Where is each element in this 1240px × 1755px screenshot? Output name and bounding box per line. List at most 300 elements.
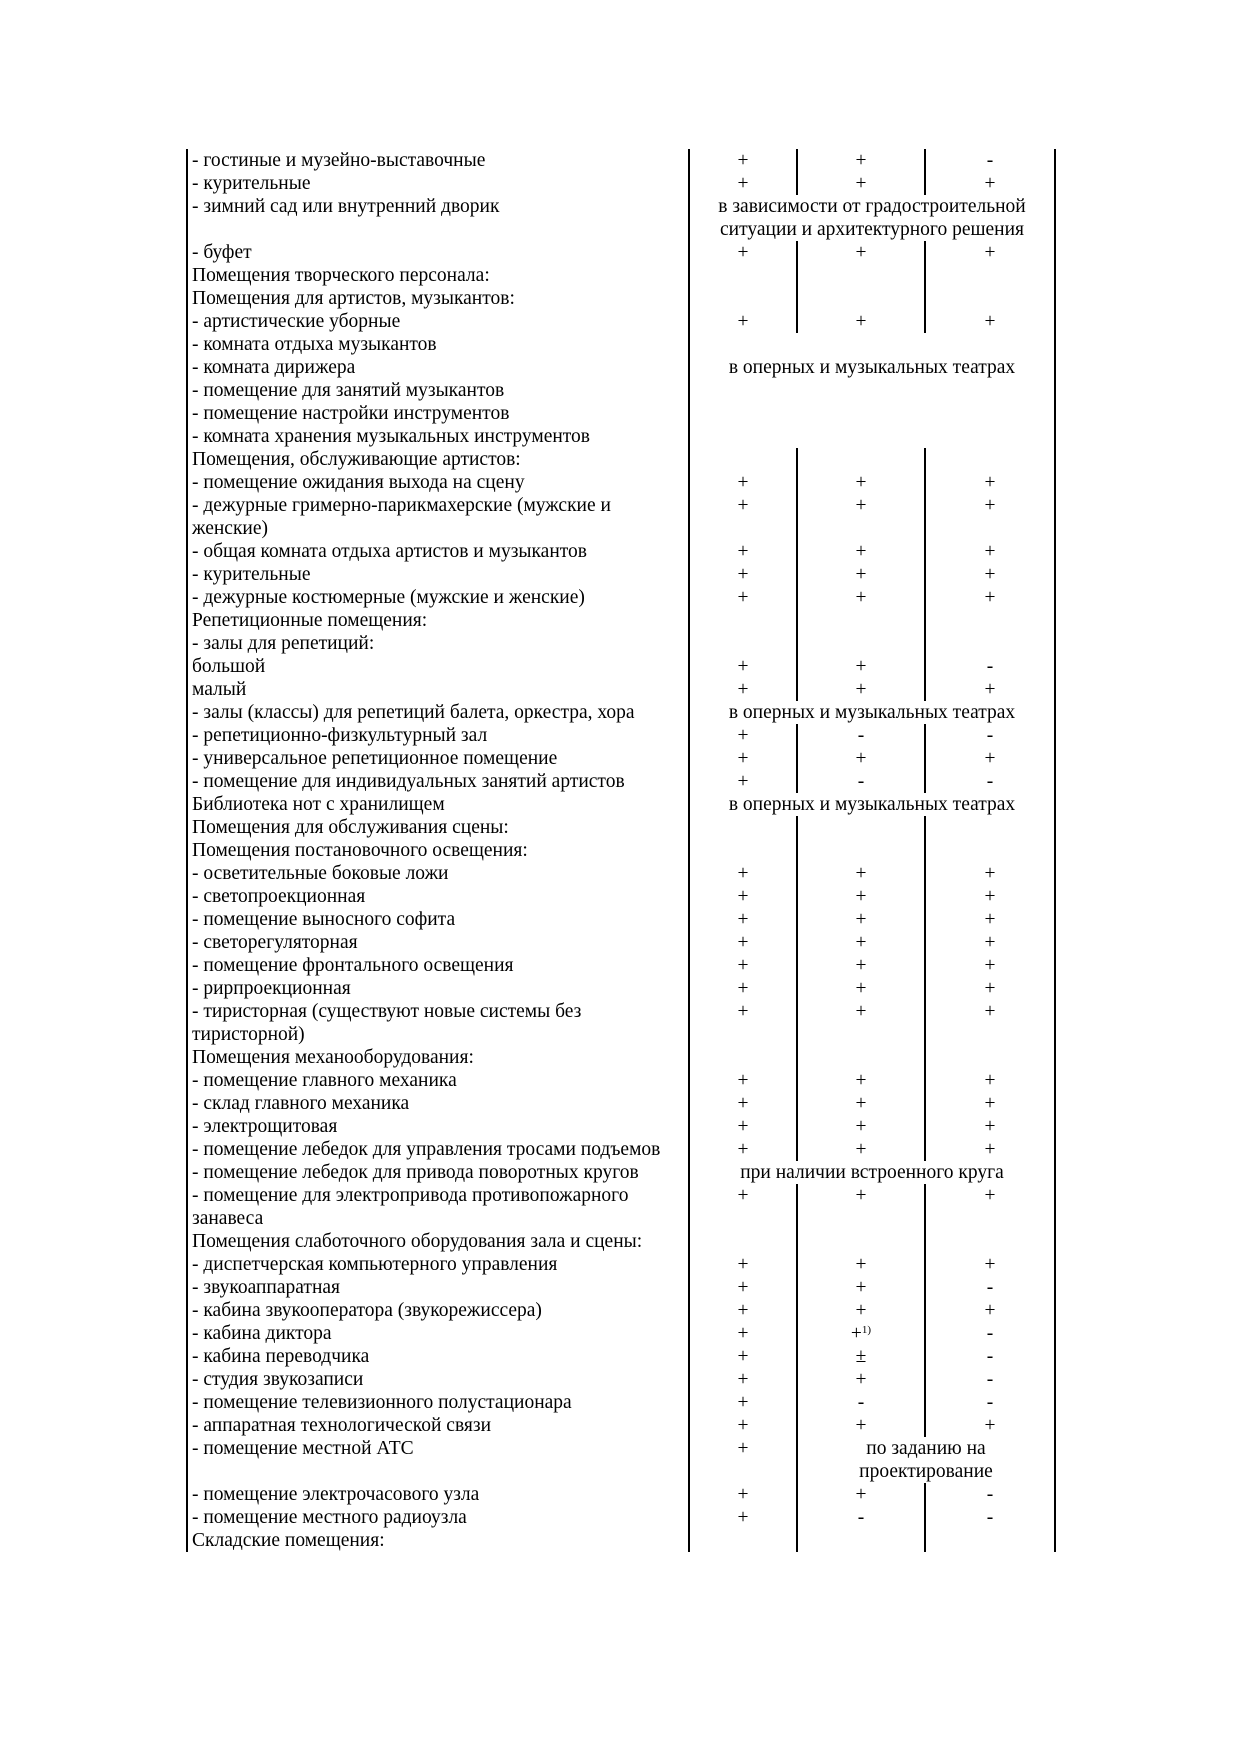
value-cell: [797, 540, 925, 563]
premises-table: [186, 149, 1056, 1552]
table-row: [187, 1253, 1055, 1276]
table-row: [187, 770, 1055, 793]
table-row: [187, 1529, 1055, 1552]
row-label: - помещение телевизионного полустационара: [187, 1391, 689, 1414]
value-text: +: [737, 679, 749, 700]
value-text: +: [855, 1300, 867, 1321]
value-text: +: [850, 1323, 862, 1344]
value-text: +: [855, 863, 867, 884]
value-cell: [797, 747, 925, 770]
value-text: +: [855, 955, 867, 976]
value-text: +: [984, 495, 996, 516]
value-cell: [689, 448, 797, 471]
row-label: Библиотека нот с хранилищем: [187, 793, 689, 816]
table-row: [187, 724, 1055, 747]
table-row: [187, 149, 1055, 172]
value-text: +: [855, 748, 867, 769]
table-row: [187, 1115, 1055, 1138]
value-text: +: [737, 1507, 749, 1528]
value-cell: [797, 149, 925, 172]
value-cell: [689, 609, 797, 632]
value-cell: [797, 1345, 925, 1368]
row-label: - аппаратная технологической связи: [187, 1414, 689, 1437]
value-text: +: [984, 311, 996, 332]
row-label: - помещение ожидания выхода на сцену: [187, 471, 689, 494]
value-text: +: [737, 1254, 749, 1275]
value-cell: [925, 1391, 1055, 1414]
value-cell: [797, 241, 925, 264]
merged-note-continuation: [689, 379, 1055, 402]
value-text: +: [984, 748, 996, 769]
value-cell: [925, 1138, 1055, 1161]
value-cell: [797, 1046, 925, 1069]
value-text: +: [984, 1093, 996, 1114]
row-label: - помещение электрочасового узла: [187, 1483, 689, 1506]
table-row: [187, 977, 1055, 1000]
value-text: +: [984, 564, 996, 585]
table-row: [187, 701, 1055, 724]
table-row: [187, 1230, 1055, 1253]
row-label: - буфет: [187, 241, 689, 264]
table-row: [187, 333, 1055, 356]
value-cell: [925, 1115, 1055, 1138]
value-cell: [689, 678, 797, 701]
value-cell: [797, 1529, 925, 1552]
value-text: +: [737, 1277, 749, 1298]
value-text: +: [737, 150, 749, 171]
row-label: - светорегуляторная: [187, 931, 689, 954]
value-cell: [797, 678, 925, 701]
value-cell: [925, 563, 1055, 586]
row-label: - светопроекционная: [187, 885, 689, 908]
row-label: - кабина переводчика: [187, 1345, 689, 1368]
value-cell: [925, 770, 1055, 793]
value-cell: [797, 1506, 925, 1529]
table-row: [187, 954, 1055, 977]
row-label: - артистические уборные: [187, 310, 689, 333]
value-text: +: [855, 242, 867, 263]
value-cell: [925, 1368, 1055, 1391]
merged-note: в оперных и музыкальных театрах: [689, 356, 1055, 379]
value-text: +: [984, 1415, 996, 1436]
value-cell: [797, 770, 925, 793]
row-label: малый: [187, 678, 689, 701]
table-row: [187, 632, 1055, 655]
value-cell: [925, 1230, 1055, 1253]
table-row: [187, 1391, 1055, 1414]
row-label: - помещение лебедок для управления тросами подъемов: [187, 1138, 689, 1161]
value-text: +: [855, 1277, 867, 1298]
value-cell: [797, 586, 925, 609]
value-text: +: [984, 1001, 996, 1022]
value-cell: [797, 494, 925, 540]
value-text: +: [984, 1185, 996, 1206]
table-row: [187, 448, 1055, 471]
value-cell: [797, 908, 925, 931]
document-page: [186, 149, 1054, 1552]
value-text: +: [984, 886, 996, 907]
value-text: +: [737, 1139, 749, 1160]
value-cell: [925, 678, 1055, 701]
value-cell: [925, 609, 1055, 632]
value-cell: [689, 885, 797, 908]
value-cell: [925, 172, 1055, 195]
value-cell: [689, 1184, 797, 1230]
value-cell: [689, 724, 797, 747]
value-cell: [925, 655, 1055, 678]
table-row: [187, 1069, 1055, 1092]
value-cell: [689, 310, 797, 333]
value-cell: [689, 1046, 797, 1069]
table-row: [187, 1138, 1055, 1161]
table-row: [187, 1483, 1055, 1506]
value-cell: [925, 264, 1055, 287]
value-cell: [689, 1230, 797, 1253]
row-label: Помещения постановочного освещения:: [187, 839, 689, 862]
footnote-mark: 1): [861, 1324, 872, 1336]
value-text: +: [855, 656, 867, 677]
table-row: [187, 172, 1055, 195]
value-text: +: [737, 1369, 749, 1390]
value-cell: [925, 839, 1055, 862]
value-text: +: [737, 1001, 749, 1022]
value-cell: [925, 816, 1055, 839]
value-cell: [689, 172, 797, 195]
value-text: +: [737, 863, 749, 884]
value-text: +: [984, 173, 996, 194]
row-label: большой: [187, 655, 689, 678]
row-label: Помещения творческого персонала:: [187, 264, 689, 287]
value-text: ±: [855, 1346, 867, 1367]
value-text: +: [855, 1070, 867, 1091]
table-row: [187, 241, 1055, 264]
row-label: - репетиционно-физкультурный зал: [187, 724, 689, 747]
value-cell: [689, 1069, 797, 1092]
value-text: +: [737, 541, 749, 562]
merged-note-continuation: [689, 402, 1055, 425]
value-cell: [689, 1138, 797, 1161]
value-text: +: [737, 1300, 749, 1321]
row-label: - помещение выносного софита: [187, 908, 689, 931]
value-cell: [797, 885, 925, 908]
row-label: - диспетчерская компьютерного управления: [187, 1253, 689, 1276]
table-row: [187, 609, 1055, 632]
value-text: +: [737, 656, 749, 677]
row-label: - помещение для индивидуальных занятий артистов: [187, 770, 689, 793]
value-cell: [689, 931, 797, 954]
value-text: +: [984, 932, 996, 953]
value-cell: [689, 149, 797, 172]
value-text: -: [986, 771, 994, 792]
row-label: - склад главного механика: [187, 1092, 689, 1115]
value-text: +: [984, 978, 996, 999]
value-cell: [797, 172, 925, 195]
value-text: +: [737, 1070, 749, 1091]
value-cell: [689, 1000, 797, 1046]
value-text: +: [984, 1070, 996, 1091]
value-cell: [797, 862, 925, 885]
value-text: +: [855, 173, 867, 194]
table-row: [187, 885, 1055, 908]
value-cell: [925, 241, 1055, 264]
value-cell: [797, 563, 925, 586]
value-text: +: [737, 495, 749, 516]
row-label: - помещение местного радиоузла: [187, 1506, 689, 1529]
value-cell: [689, 241, 797, 264]
value-text: +: [984, 1139, 996, 1160]
table-row: [187, 1276, 1055, 1299]
value-cell: [925, 1253, 1055, 1276]
value-cell: [925, 1069, 1055, 1092]
value-text: +: [737, 932, 749, 953]
value-text: +: [737, 1323, 749, 1344]
value-cell: [797, 1115, 925, 1138]
value-cell: [689, 586, 797, 609]
merged-note: при наличии встроенного круга: [689, 1161, 1055, 1184]
value-cell: [689, 954, 797, 977]
row-label: - залы (классы) для репетиций балета, оркестра, хора: [187, 701, 689, 724]
value-cell: [797, 1069, 925, 1092]
value-cell: [797, 310, 925, 333]
value-text: +: [984, 242, 996, 263]
merged-note: в оперных и музыкальных театрах: [689, 793, 1055, 816]
value-text: +: [855, 1001, 867, 1022]
value-cell: [689, 1115, 797, 1138]
table-row: [187, 839, 1055, 862]
value-cell: [797, 724, 925, 747]
value-cell: [797, 1184, 925, 1230]
value-cell: [797, 655, 925, 678]
table-row: [187, 1000, 1055, 1046]
row-label: - помещение фронтального освещения: [187, 954, 689, 977]
value-cell: [689, 1483, 797, 1506]
merged-note-continuation: [689, 333, 1055, 356]
value-text: +: [855, 564, 867, 585]
row-label: - помещение для занятий музыкантов: [187, 379, 689, 402]
value-text: +: [855, 472, 867, 493]
value-text: +: [737, 1484, 749, 1505]
table-row: [187, 862, 1055, 885]
value-text: +: [855, 1139, 867, 1160]
row-label: - гостиные и музейно-выставочные: [187, 149, 689, 172]
row-label: - помещение главного механика: [187, 1069, 689, 1092]
value-cell: [925, 448, 1055, 471]
row-label: Помещения для артистов, музыкантов:: [187, 287, 689, 310]
value-text: +: [737, 978, 749, 999]
value-text: +: [855, 1185, 867, 1206]
value-cell: [689, 977, 797, 1000]
value-cell: [925, 1092, 1055, 1115]
row-label: Помещения, обслуживающие артистов:: [187, 448, 689, 471]
merged-note: в зависимости от градостроительной ситуации и архитектурного решения: [689, 195, 1055, 241]
value-cell: [689, 1276, 797, 1299]
table-row: [187, 908, 1055, 931]
value-text: +: [737, 1415, 749, 1436]
value-cell: [925, 586, 1055, 609]
value-text: +: [737, 909, 749, 930]
value-cell: [797, 632, 925, 655]
table-row: [187, 563, 1055, 586]
value-text: +: [855, 1369, 867, 1390]
value-text: +: [855, 1415, 867, 1436]
value-cell: [689, 1529, 797, 1552]
value-cell: [689, 1368, 797, 1391]
merged-note: в оперных и музыкальных театрах: [689, 701, 1055, 724]
table-row: [187, 287, 1055, 310]
value-cell: [689, 839, 797, 862]
row-label: - общая комната отдыха артистов и музыкантов: [187, 540, 689, 563]
value-cell: [689, 862, 797, 885]
row-label: - залы для репетиций:: [187, 632, 689, 655]
value-cell: [925, 471, 1055, 494]
table-row: [187, 1506, 1055, 1529]
value-text: -: [986, 1484, 994, 1505]
value-text: +: [855, 1484, 867, 1505]
value-cell: [689, 540, 797, 563]
value-cell: [797, 1253, 925, 1276]
value-text: +: [737, 955, 749, 976]
row-label: Складские помещения:: [187, 1529, 689, 1552]
row-label: - комната хранения музыкальных инструментов: [187, 425, 689, 448]
table-row: [187, 655, 1055, 678]
row-label: - тиристорная (существуют новые системы без тиристорной): [187, 1000, 689, 1046]
value-cell: [925, 862, 1055, 885]
row-label: - курительные: [187, 172, 689, 195]
value-text: +: [855, 1254, 867, 1275]
table-row: [187, 310, 1055, 333]
value-cell: [925, 885, 1055, 908]
merged-note-continuation: [689, 425, 1055, 448]
value-text: +: [737, 886, 749, 907]
value-cell: [689, 908, 797, 931]
value-cell: [797, 1299, 925, 1322]
value-cell: [925, 1046, 1055, 1069]
row-label: - звукоаппаратная: [187, 1276, 689, 1299]
table-row: [187, 471, 1055, 494]
value-text: +: [984, 587, 996, 608]
value-cell: [797, 264, 925, 287]
row-label: - осветительные боковые ложи: [187, 862, 689, 885]
row-label: - курительные: [187, 563, 689, 586]
table-row: [187, 816, 1055, 839]
row-label: Помещения механооборудования:: [187, 1046, 689, 1069]
value-cell: [797, 839, 925, 862]
value-cell: [925, 540, 1055, 563]
value-cell: [689, 264, 797, 287]
value-text: +: [737, 1346, 749, 1367]
value-text: +: [984, 1300, 996, 1321]
value-cell: [689, 770, 797, 793]
value-text: -: [986, 656, 994, 677]
value-cell: [797, 609, 925, 632]
value-cell: [689, 1299, 797, 1322]
value-cell: [925, 1276, 1055, 1299]
value-text: +: [737, 1116, 749, 1137]
value-cell: [797, 1138, 925, 1161]
value-text: +: [984, 472, 996, 493]
row-label: - студия звукозаписи: [187, 1368, 689, 1391]
value-cell: [925, 310, 1055, 333]
value-text: +: [855, 932, 867, 953]
value-text: +: [737, 1093, 749, 1114]
value-text: -: [986, 1392, 994, 1413]
value-text: +: [737, 771, 749, 792]
row-label: Помещения для обслуживания сцены:: [187, 816, 689, 839]
row-label: - комната отдыха музыкантов: [187, 333, 689, 356]
table-row: [187, 1161, 1055, 1184]
value-text: -: [857, 1507, 865, 1528]
value-cell: [797, 1368, 925, 1391]
value-text: +: [855, 1093, 867, 1114]
value-text: +: [984, 863, 996, 884]
value-text: +: [737, 725, 749, 746]
table-row: [187, 425, 1055, 448]
value-cell: [925, 149, 1055, 172]
table-row: [187, 1299, 1055, 1322]
value-text: +: [737, 311, 749, 332]
value-text: +: [984, 955, 996, 976]
value-cell: [925, 494, 1055, 540]
value-cell: [925, 1414, 1055, 1437]
value-text: +: [737, 1185, 749, 1206]
value-cell: [925, 1506, 1055, 1529]
value-cell: [925, 1345, 1055, 1368]
table-row: [187, 379, 1055, 402]
row-label: - помещение для электропривода противопожарного занавеса: [187, 1184, 689, 1230]
value-text: -: [986, 150, 994, 171]
value-cell: [925, 1299, 1055, 1322]
value-text: +: [984, 909, 996, 930]
value-cell: [689, 1506, 797, 1529]
value-cell: [925, 1322, 1055, 1345]
value-text: +: [855, 1116, 867, 1137]
value-text: -: [986, 1369, 994, 1390]
value-text: +: [855, 886, 867, 907]
row-label: - рирпроекционная: [187, 977, 689, 1000]
value-cell: [689, 1322, 797, 1345]
table-row: [187, 356, 1055, 379]
value-cell: [797, 931, 925, 954]
row-label: Репетиционные помещения:: [187, 609, 689, 632]
value-text: +: [984, 679, 996, 700]
value-cell: [797, 1276, 925, 1299]
value-cell: [925, 977, 1055, 1000]
value-cell: [797, 1092, 925, 1115]
value-text: +: [855, 311, 867, 332]
value-text: +: [984, 1116, 996, 1137]
value-text: +: [855, 150, 867, 171]
row-label: - помещение лебедок для привода поворотных кругов: [187, 1161, 689, 1184]
row-label: - комната дирижера: [187, 356, 689, 379]
value-text: +: [984, 541, 996, 562]
value-cell: [689, 1345, 797, 1368]
row-label: Помещения слаботочного оборудования зала и сцены:: [187, 1230, 689, 1253]
table-row: [187, 264, 1055, 287]
value-cell: [689, 1414, 797, 1437]
table-row: [187, 1345, 1055, 1368]
value-text: -: [986, 1507, 994, 1528]
value-cell: [689, 632, 797, 655]
table-row: [187, 586, 1055, 609]
value-text: +: [737, 1392, 749, 1413]
value-cell: +: [689, 1437, 797, 1483]
value-cell: [689, 563, 797, 586]
value-text: +: [737, 242, 749, 263]
value-text: -: [986, 1277, 994, 1298]
value-text: +: [855, 909, 867, 930]
table-row: [187, 1092, 1055, 1115]
table-row: [187, 1437, 1055, 1483]
